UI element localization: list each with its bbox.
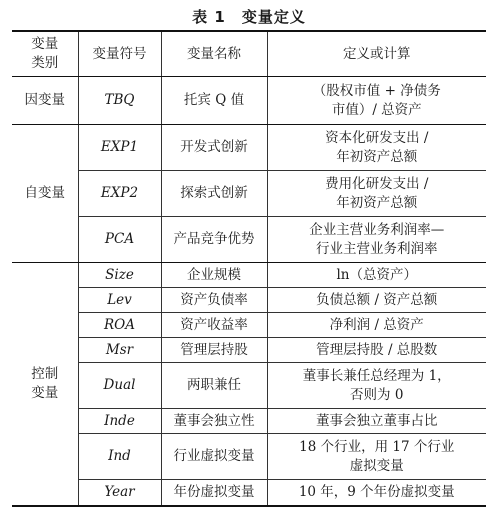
symbol-cell: Lev — [78, 288, 161, 313]
definition-cell: 资本化研发支出 / 年初资产总额 — [267, 125, 486, 171]
definition-cell: 企业主营业务利润率— 行业主营业务利润率 — [267, 217, 486, 263]
variable-definition-table — [12, 30, 486, 507]
symbol-cell: Inde — [78, 409, 161, 434]
category-cell: 控制 变量 — [12, 263, 78, 506]
name-cell: 行业虚拟变量 — [161, 434, 267, 480]
table-row — [12, 480, 486, 506]
header-category: 变量 类别 — [12, 31, 78, 77]
definition-cell: 18 个行业，用 17 个行业 虚拟变量 — [267, 434, 486, 480]
table-row — [12, 171, 486, 217]
table-row — [12, 77, 486, 125]
definition-cell: 10 年，9 个年份虚拟变量 — [267, 480, 486, 506]
header-name: 变量名称 — [161, 31, 267, 77]
definition-cell: 净利润 / 总资产 — [267, 313, 486, 338]
table-row — [12, 288, 486, 313]
table-row — [12, 338, 486, 363]
table-row — [12, 217, 486, 263]
name-cell: 管理层持股 — [161, 338, 267, 363]
symbol-cell: ROA — [78, 313, 161, 338]
symbol-cell: Ind — [78, 434, 161, 480]
table-row — [12, 363, 486, 409]
symbol-cell: PCA — [78, 217, 161, 263]
definition-cell: 董事长兼任总经理为 1， 否则为 0 — [267, 363, 486, 409]
name-cell: 董事会独立性 — [161, 409, 267, 434]
definition-cell: （股权市值 + 净债务 市值）/ 总资产 — [267, 77, 486, 125]
definition-cell: 费用化研发支出 / 年初资产总额 — [267, 171, 486, 217]
name-cell: 资产收益率 — [161, 313, 267, 338]
definition-cell: ln（总资产） — [267, 263, 486, 288]
table-row — [12, 125, 486, 171]
name-cell: 托宾 Q 值 — [161, 77, 267, 125]
header-symbol: 变量符号 — [78, 31, 161, 77]
header-definition: 定义或计算 — [267, 31, 486, 77]
symbol-cell: Year — [78, 480, 161, 506]
symbol-cell: TBQ — [78, 77, 161, 125]
symbol-cell: Size — [78, 263, 161, 288]
table-row — [12, 263, 486, 288]
definition-cell: 负债总额 / 资产总额 — [267, 288, 486, 313]
name-cell: 开发式创新 — [161, 125, 267, 171]
table-title: 表 1 变量定义 — [192, 8, 306, 26]
category-cell: 因变量 — [12, 77, 78, 125]
name-cell: 年份虚拟变量 — [161, 480, 267, 506]
name-cell: 企业规模 — [161, 263, 267, 288]
table-row — [12, 313, 486, 338]
table-header-row — [12, 31, 486, 77]
symbol-cell: EXP2 — [78, 171, 161, 217]
category-cell: 自变量 — [12, 125, 78, 263]
definition-cell: 管理层持股 / 总股数 — [267, 338, 486, 363]
name-cell: 产品竞争优势 — [161, 217, 267, 263]
symbol-cell: Msr — [78, 338, 161, 363]
table-row — [12, 434, 486, 480]
symbol-cell: Dual — [78, 363, 161, 409]
name-cell: 探索式创新 — [161, 171, 267, 217]
symbol-cell: EXP1 — [78, 125, 161, 171]
name-cell: 资产负债率 — [161, 288, 267, 313]
definition-cell: 董事会独立董事占比 — [267, 409, 486, 434]
name-cell: 两职兼任 — [161, 363, 267, 409]
table-row — [12, 409, 486, 434]
